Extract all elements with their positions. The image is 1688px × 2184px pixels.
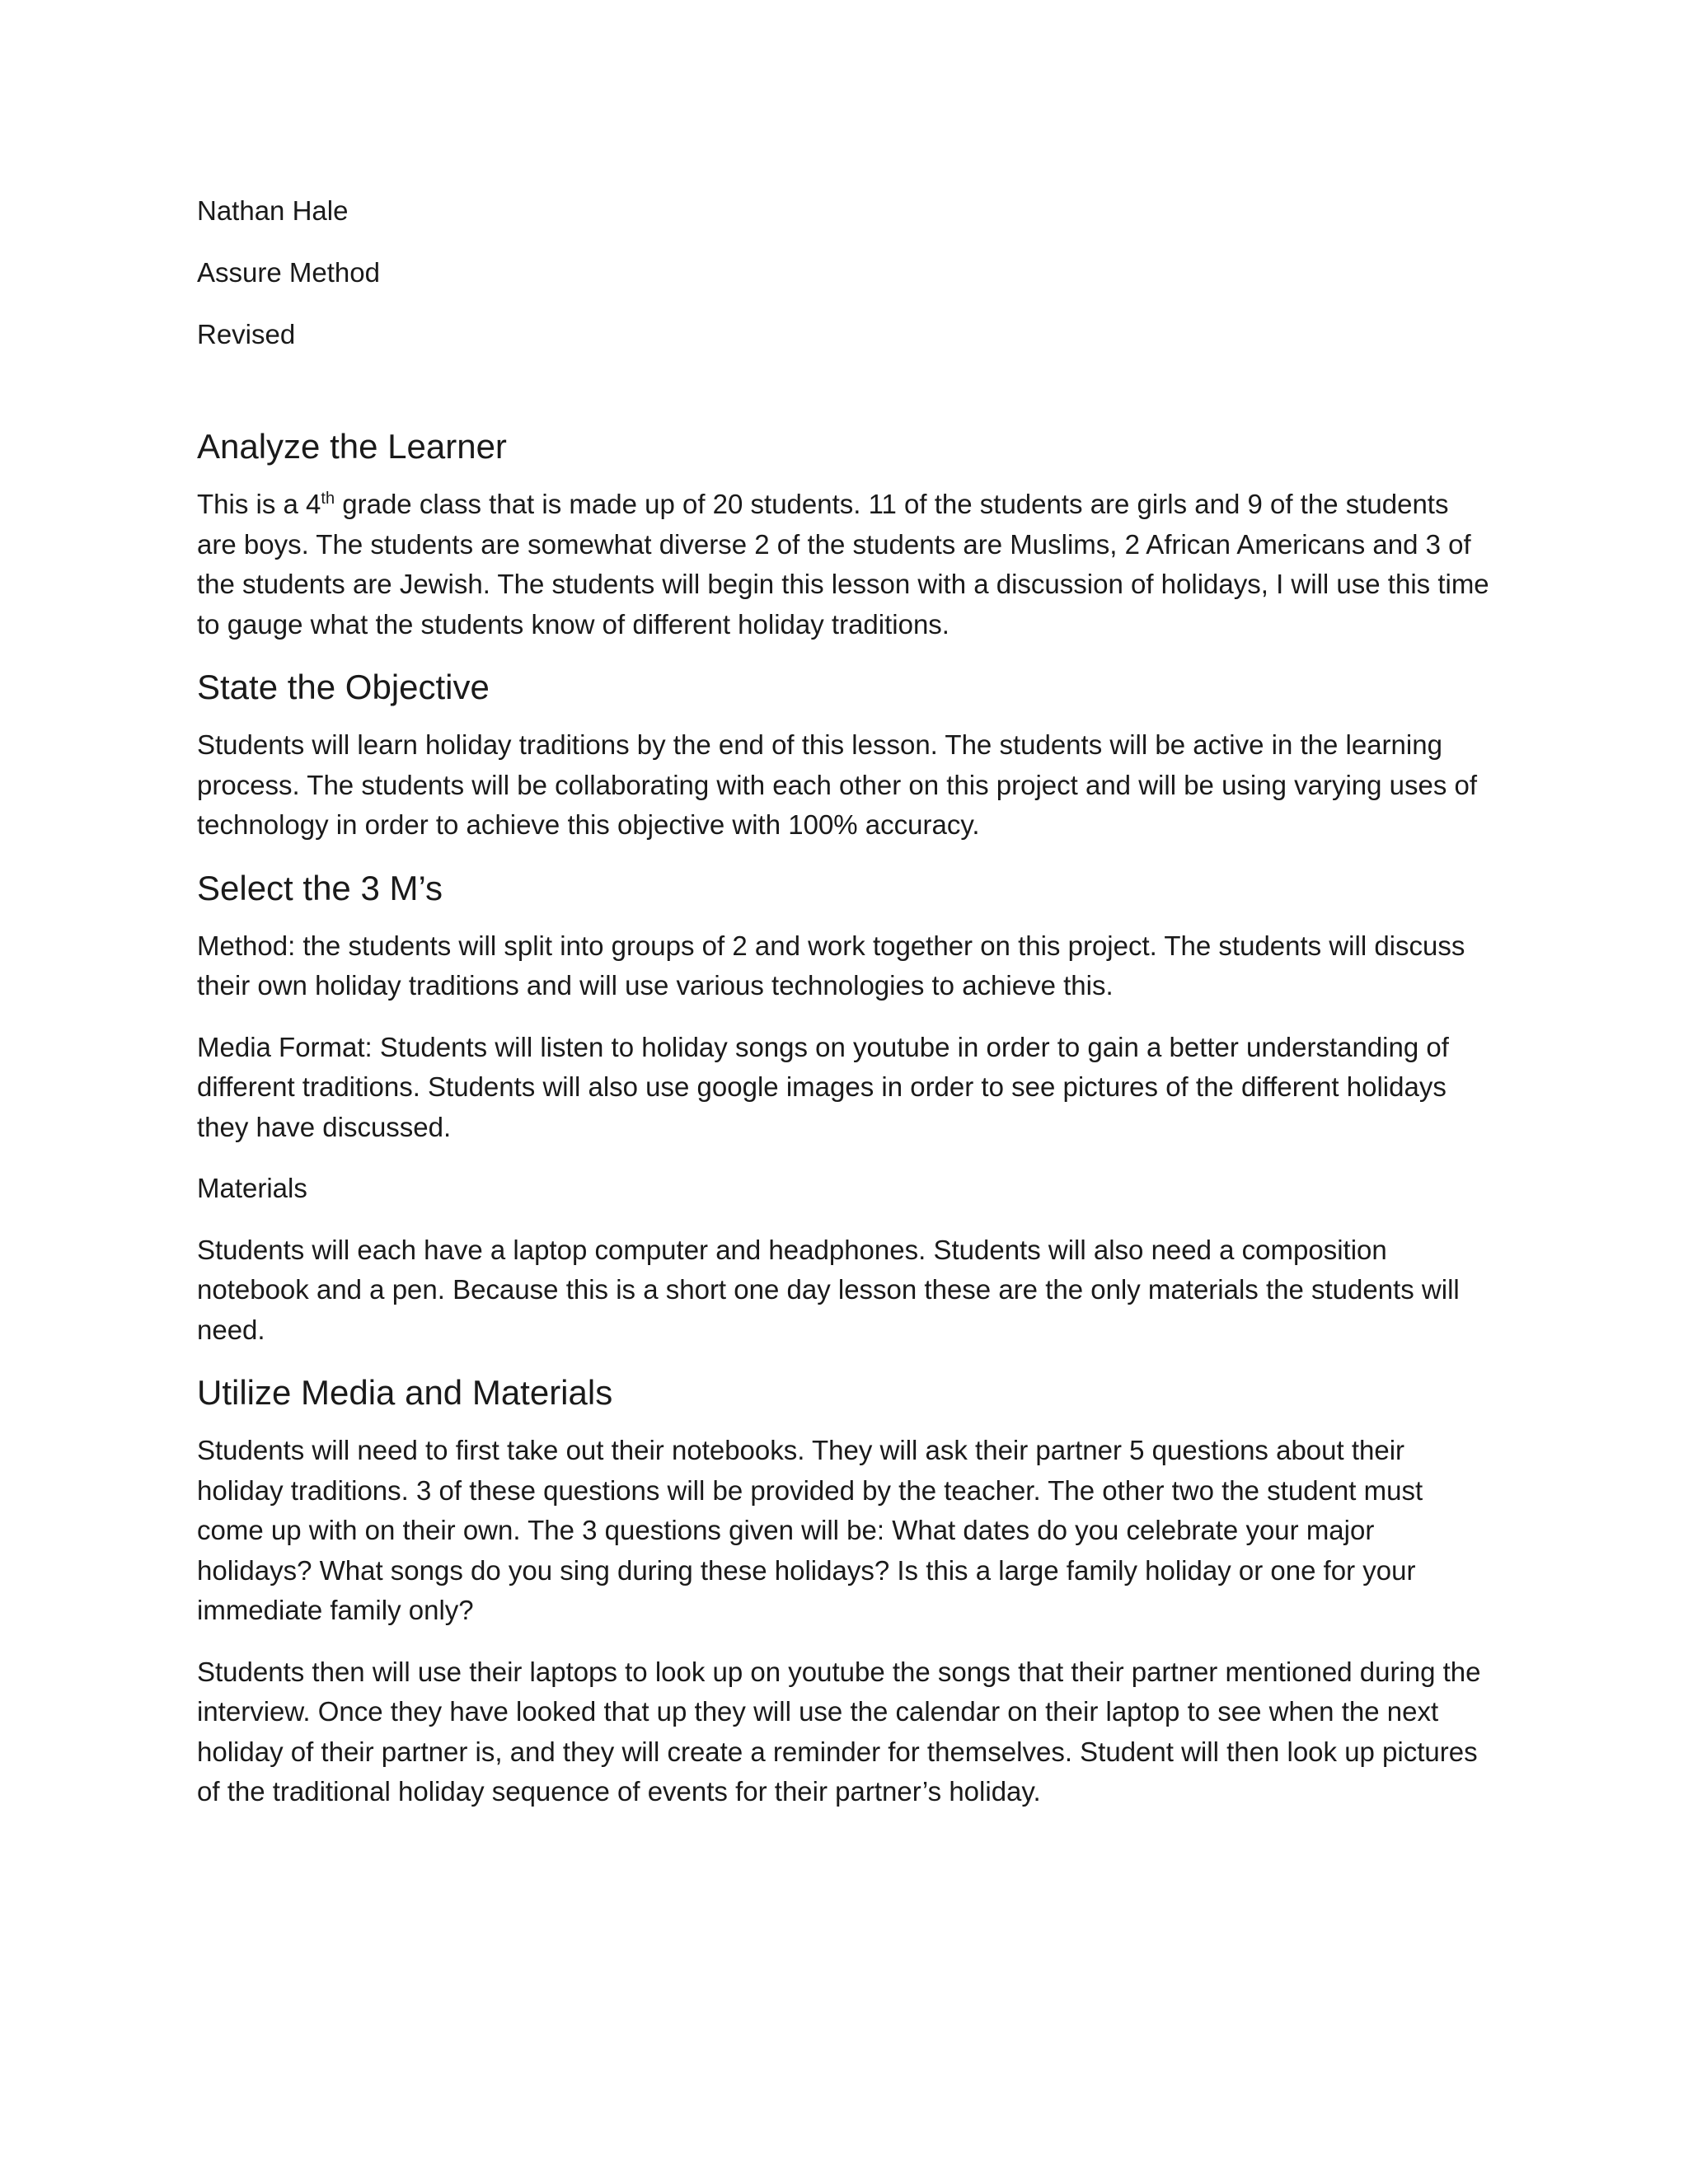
section-utilize-media	[197, 1371, 1491, 1812]
paragraph-state-objective: Students will learn holiday traditions by the end of this lesson. The students will be active in the learning process. The students will be collaborating with each other on this project and will be using varying uses of technology in order to achieve this objective with 100% accuracy.	[197, 729, 1478, 840]
paragraph-analyze-learner-rest: grade class that is made up of 20 students. 11 of the students are girls and 9 of the students are boys. The students are somewhat diverse 2 of the students are Muslims, 2 African Americans and 3 of the students are Jewish. The students will begin this lesson with a discussion of holidays, I will use this time to gauge what the students know of different holiday traditions.	[197, 489, 1489, 640]
document-title: Assure Method	[197, 257, 380, 288]
paragraph-utilize-1: Students will need to first take out their notebooks. They will ask their partner 5 questions about their holiday traditions. 3 of these questions will be provided by the teacher. The other two the student must come up with on their own. The 3 questions given will be: What dates do you celebrate your major holidays? What songs do you sing during these holidays? Is this a large family holiday or one for your immediate family only?	[197, 1435, 1423, 1625]
ordinal-suffix: th	[321, 490, 335, 508]
paragraph-method: Method: the students will split into groups of 2 and work together on this project. The students will discuss their own holiday traditions and will use various technologies to achieve this.	[197, 930, 1465, 1001]
section-select-3ms	[197, 867, 1491, 1351]
document-body	[197, 194, 1491, 1837]
author-name: Nathan Hale	[197, 195, 349, 226]
paragraph-materials: Students will each have a laptop computer and headphones. Students will also need a composition notebook and a pen. Because this is a short one day lesson these are the only materials the students will need.	[197, 1234, 1460, 1345]
paragraph-utilize-2: Students then will use their laptops to look up on youtube the songs that their partner mentioned during the interview. Once they have looked that up they will use the calendar on their laptop to see when the next holiday of their partner is, and they will create a reminder for themselves. Student will then look up pictures of the traditional holiday sequence of events for their partner’s holiday.	[197, 1656, 1481, 1807]
paragraph-analyze-learner	[197, 485, 1491, 644]
section-state-objective	[197, 666, 1491, 846]
materials-label: Materials	[197, 1173, 307, 1203]
heading-state-objective: State the Objective	[197, 668, 490, 706]
revision-status: Revised	[197, 319, 296, 349]
heading-select-3ms: Select the 3 M’s	[197, 868, 443, 907]
section-analyze-learner	[197, 425, 1491, 644]
paragraph-analyze-learner-start: This is a 4	[197, 489, 321, 519]
heading-analyze-learner: Analyze the Learner	[197, 427, 507, 466]
paragraph-media-format: Media Format: Students will listen to holiday songs on youtube in order to gain a better understanding of different traditions. Students will also use google images in order to see pictures of the different holidays they have discussed.	[197, 1031, 1449, 1142]
heading-utilize-media: Utilize Media and Materials	[197, 1373, 613, 1412]
